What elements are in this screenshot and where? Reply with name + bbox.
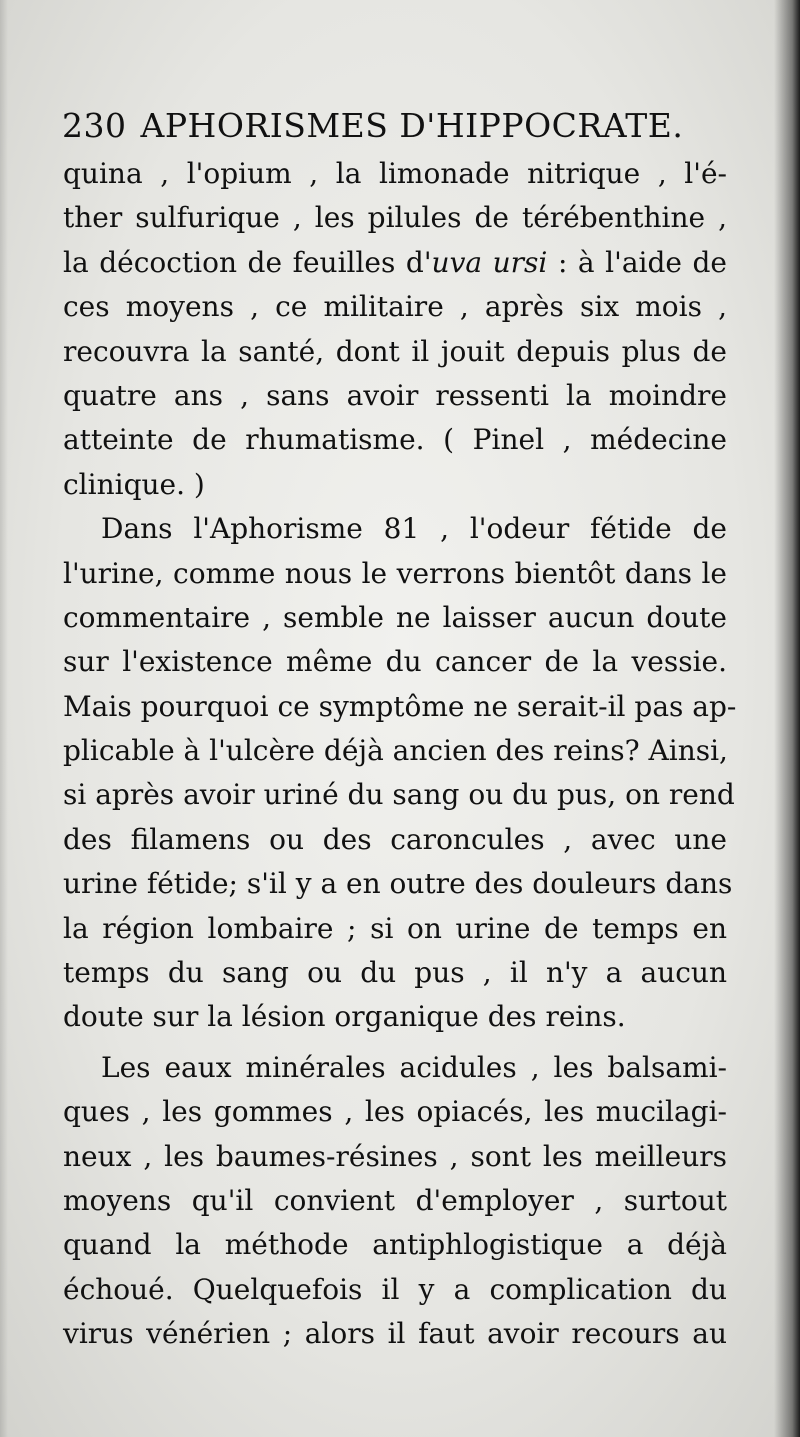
text-line: neux , les baumes-résines , sont les meilleurs — [63, 1139, 727, 1173]
text-line: recouvra la santé, dont il jouit depuis plus de — [63, 334, 727, 368]
text-line: l'urine, comme nous le verrons bientôt dans le — [63, 556, 727, 590]
text-line: ther sulfurique , les pilules de térébenthine , — [63, 201, 727, 235]
text-line: quand la méthode antiphlogistique a déjà — [63, 1228, 727, 1262]
page-number: 230 — [62, 106, 127, 145]
text-line: clinique. ) — [63, 467, 205, 501]
text-line: temps du sang ou du pus , il n'y a aucun — [63, 956, 727, 990]
text-line: des filamens ou des caroncules , avec une — [63, 822, 727, 856]
text-line: si après avoir uriné du sang ou du pus, on rend — [63, 778, 735, 812]
text-fragment: la décoction de feuilles d' — [63, 245, 432, 279]
paragraph-first-line: Les eaux minérales acidules , les balsami- — [101, 1050, 727, 1084]
text-line: quatre ans , sans avoir ressenti la moindre — [63, 378, 727, 412]
text-line: sur l'existence même du cancer de la vessie. — [63, 645, 727, 679]
running-title: APHORISMES D'HIPPOCRATE. — [140, 106, 684, 145]
paragraph-first-line: Dans l'Aphorisme 81 , l'odeur fétide de — [101, 512, 727, 546]
text-line: échoué. Quelquefois il y a complication du — [63, 1272, 727, 1306]
text-line: moyens qu'il convient d'employer , surtout — [63, 1183, 727, 1217]
text-line: la région lombaire ; si on urine de temps en — [63, 911, 727, 945]
text-line: commentaire , semble ne laisser aucun doute — [63, 600, 727, 634]
text-line: ques , les gommes , les opiacés, les mucilagi- — [63, 1095, 727, 1129]
text-line: virus vénérien ; alors il faut avoir recours au — [63, 1317, 727, 1351]
page-left-shadow — [0, 0, 8, 1437]
running-header — [62, 100, 684, 152]
text-line — [63, 241, 727, 285]
text-line: doute sur la lésion organique des reins. — [63, 1000, 626, 1034]
text-line: urine fétide; s'il y a en outre des douleurs dans — [63, 867, 733, 901]
text-line: quina , l'opium , la limonade nitrique , l'é- — [63, 157, 727, 190]
text-line: atteinte de rhumatisme. ( Pinel , médecine — [63, 423, 727, 457]
body-text — [63, 152, 737, 1357]
page-gutter-shadow — [774, 0, 800, 1437]
text-fragment: : à l'aide de — [547, 245, 727, 279]
text-line: Mais pourquoi ce symptôme ne serait-il pas ap- — [63, 689, 737, 723]
text-line: ces moyens , ce militaire , après six mois , — [63, 290, 727, 324]
italic-term: uva ursi — [431, 245, 548, 279]
text-line: plicable à l'ulcère déjà ancien des reins? Ainsi, — [63, 734, 728, 768]
